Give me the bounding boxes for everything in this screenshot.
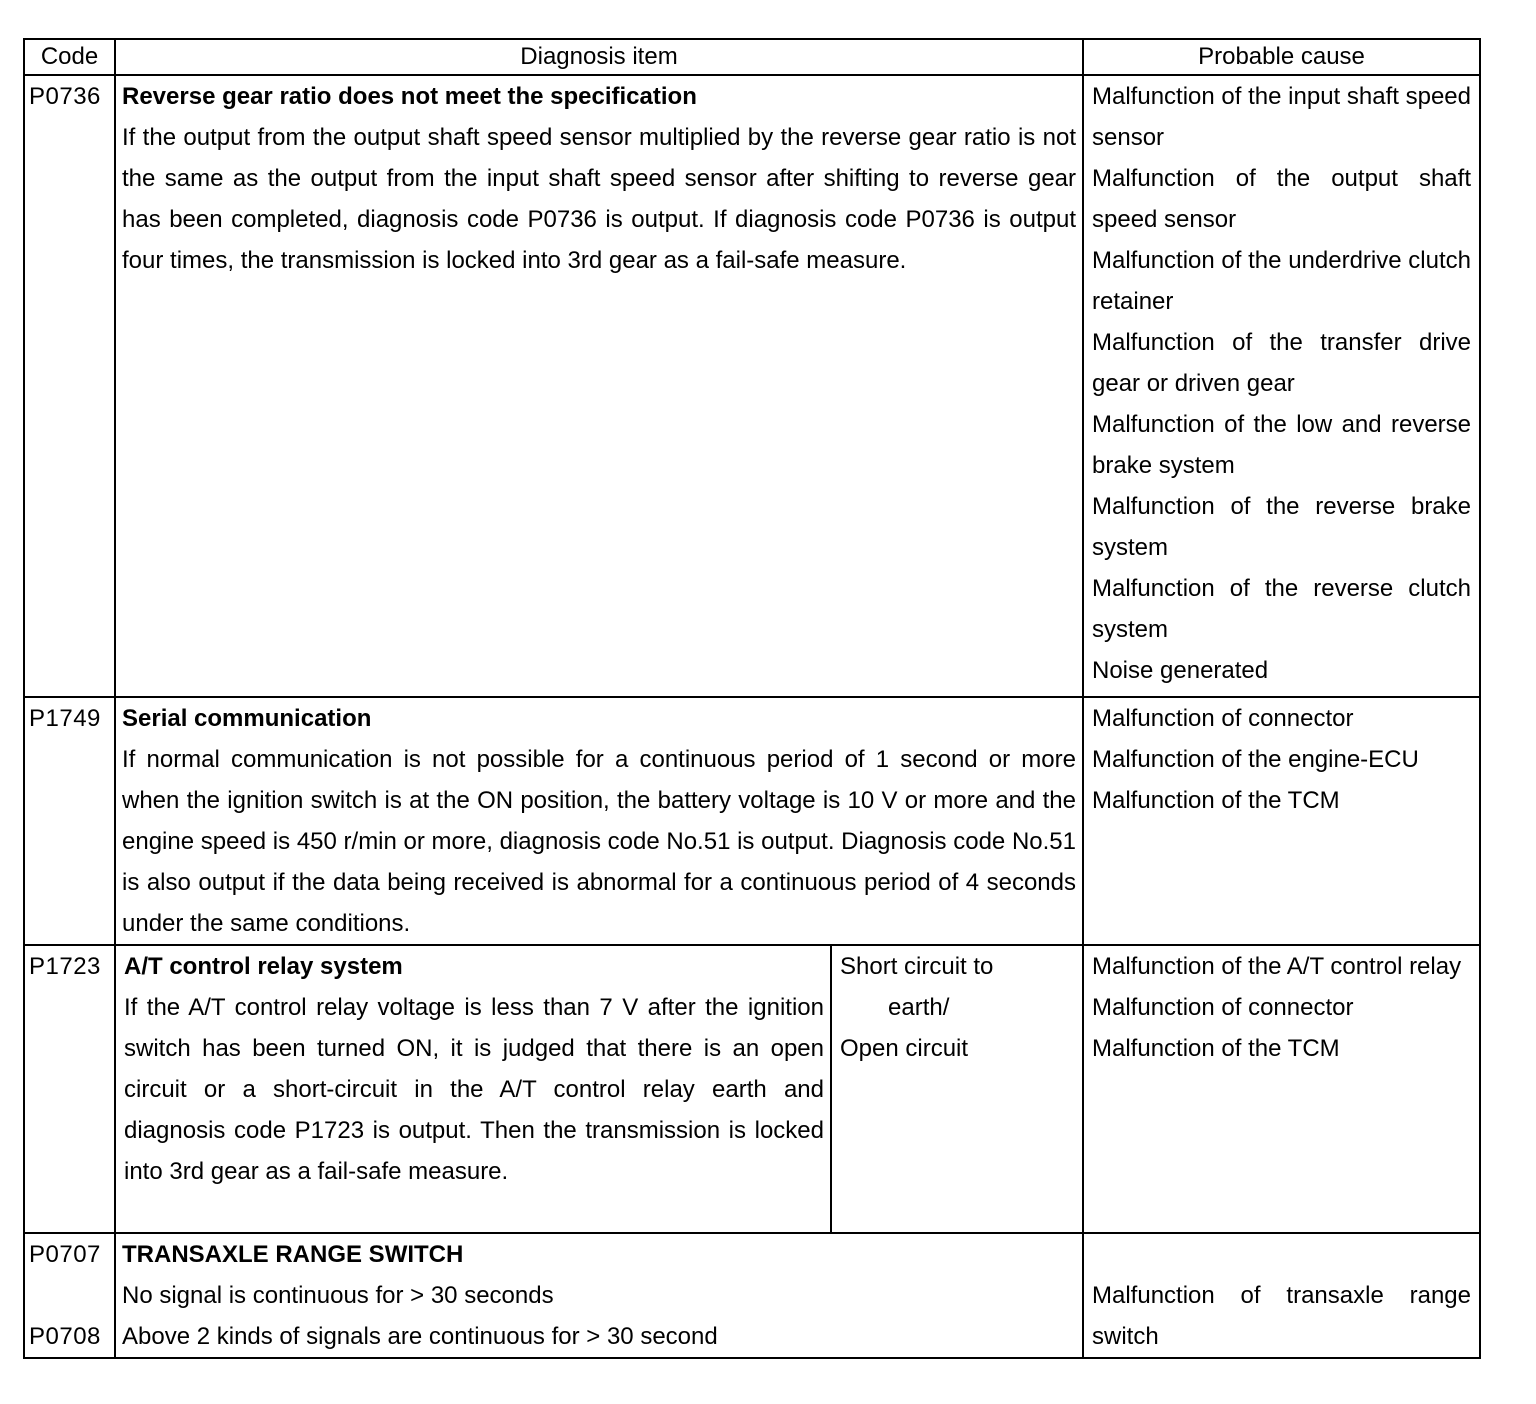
diagnosis-cell [115,697,1083,945]
table-row [24,75,1480,697]
spacer [29,1275,111,1316]
cause-item: Noise generated [1092,657,1269,684]
diagnosis-title: Serial communication [122,705,372,732]
cause-item: Malfunction of the reverse clutch system [1092,575,1471,643]
diagnosis-title: Reverse gear ratio does not meet the specification [122,83,697,110]
cause-item: Malfunction of the transfer drive gear or driven gear [1092,329,1471,397]
cause-item: Malfunction of the output shaft speed sensor [1092,165,1471,233]
diagnosis-table [23,38,1481,1359]
diagnosis-description: If the A/T control relay voltage is less than 7 V after the ignition switch has been turned ON, it is judged that there is an open circuit or a short-circuit in the A/T control relay earth and diagnosis code P1723 is output. Then the transmission is locked into 3rd gear as a fail-safe measure. [124,994,824,1185]
diagnosis-cell [115,75,1083,697]
code-cell [24,1233,115,1358]
cause-item: Malfunction of the engine-ECU [1092,746,1419,773]
cause-cell [1083,75,1480,697]
cause-item: Malfunction of connector [1092,705,1354,732]
cause-item: Malfunction of the reverse brake system [1092,493,1471,561]
diagnosis-description: If the output from the output shaft speed sensor multiplied by the reverse gear ratio is not the same as the output from the input shaft speed sensor after shifting to reverse gear has been completed, diagnosis code P0736 is output. If diagnosis code P0736 is output four times, the transmission is locked into 3rd gear as a fail-safe measure. [122,124,1076,274]
diagnosis-cell [115,945,1083,1233]
cause-cell [1083,697,1480,945]
cause-item: Malfunction of connector [1092,994,1354,1021]
diagnosis-title: A/T control relay system [124,953,403,980]
code-cell: P1749 [24,697,115,945]
cause-item: Malfunction of the TCM [1092,1035,1340,1062]
diagnosis-cell [115,1233,1083,1358]
table-header-row [24,39,1480,75]
cause-cell [1083,945,1480,1233]
cause-item: Malfunction of the A/T control relay [1092,953,1462,980]
diagnosis-split [116,946,1082,1232]
cause-item: Malfunction of the TCM [1092,787,1340,814]
code-value: P0707 [29,1241,101,1268]
code-value: P0708 [29,1323,101,1350]
code-cell: P0736 [24,75,115,697]
diagnosis-description: No signal is continuous for > 30 seconds [122,1282,554,1309]
diagnosis-main [116,946,832,1232]
cause-item: Malfunction of the input shaft speed sensor [1092,83,1471,151]
cause-item: Malfunction of the underdrive clutch retainer [1092,247,1471,315]
condition-line: earth/ [888,994,950,1021]
cause-item: Malfunction of transaxle range switch [1092,1282,1471,1350]
spacer [1092,1234,1471,1275]
header-diagnosis-item: Diagnosis item [115,39,1083,75]
diagnosis-description: If normal communication is not possible for a continuous period of 1 second or more when the ignition switch is at the ON position, the battery voltage is 10 V or more and the engine speed is 450 r/min or more, diagnosis code No.51 is output. Diagnosis code No.51 is also output if the data being received is abnormal for a continuous period of 4 seconds under the same conditions. [122,746,1076,937]
header-code: Code [24,39,115,75]
table-row [24,1233,1480,1358]
cause-cell [1083,1233,1480,1358]
cause-item: Malfunction of the low and reverse brake system [1092,411,1471,479]
condition-line: Open circuit [840,1035,969,1062]
code-cell: P1723 [24,945,115,1233]
table-row [24,697,1480,945]
diagnosis-condition [832,946,1082,1232]
table-row [24,945,1480,1233]
diagnosis-title: TRANSAXLE RANGE SWITCH [122,1241,464,1268]
diagnosis-description: Above 2 kinds of signals are continuous for > 30 second [122,1323,718,1350]
header-probable-cause: Probable cause [1083,39,1480,75]
condition-line: Short circuit to [840,953,994,980]
